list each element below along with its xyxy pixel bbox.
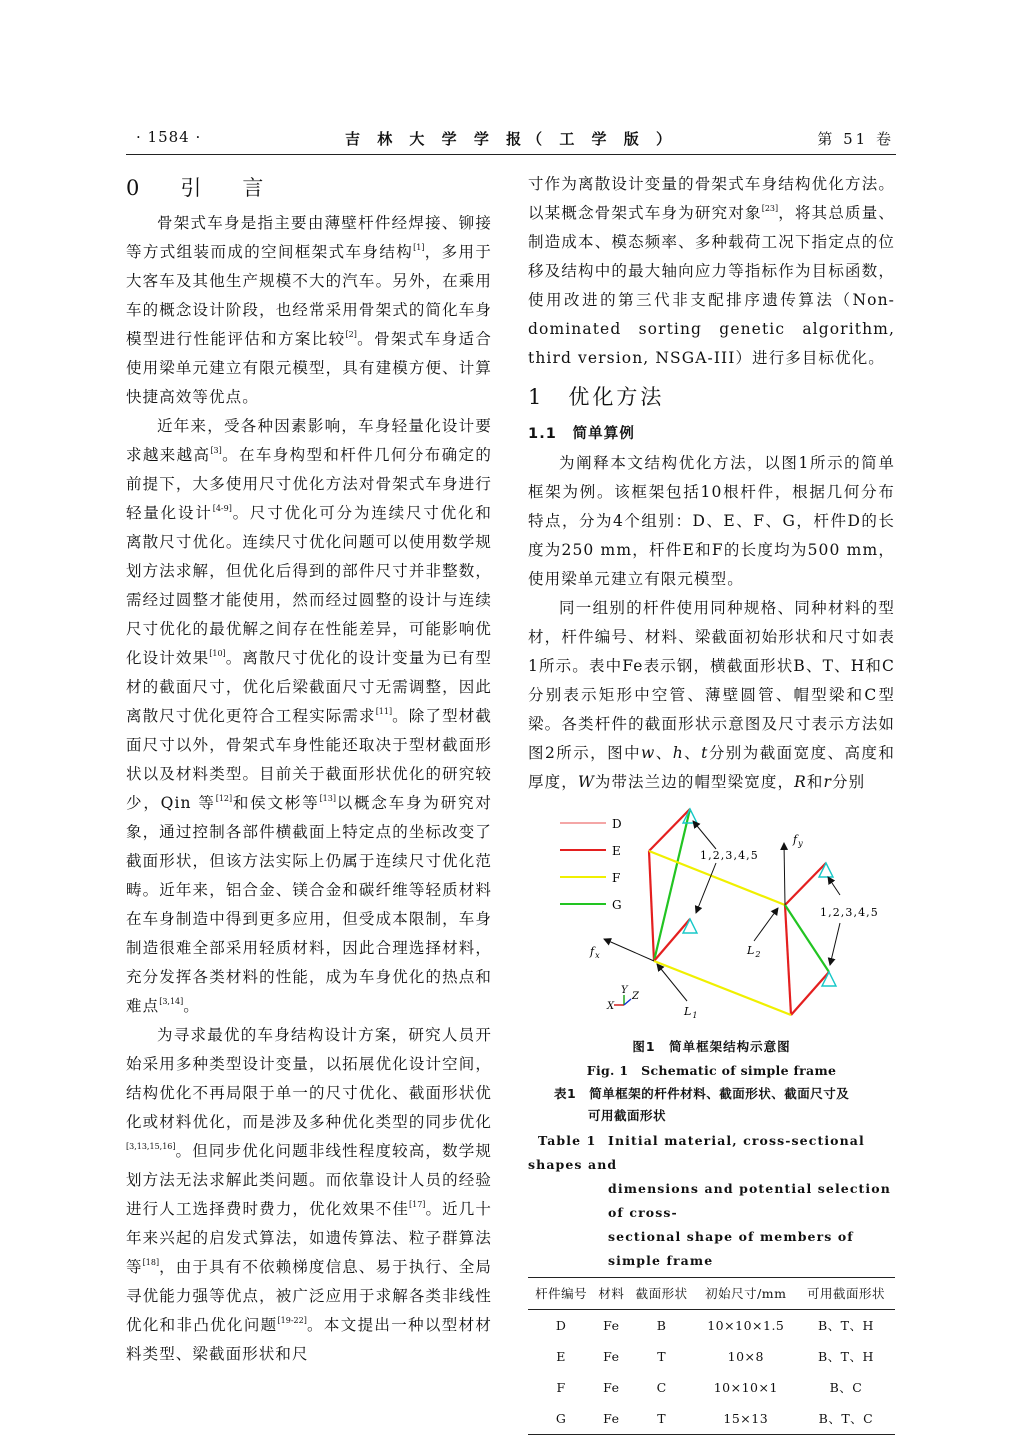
arrow-icon [693, 821, 716, 849]
table-cell: B [656, 1318, 667, 1333]
force-label-fx: $f_x$ [590, 945, 601, 960]
table-cell: Fe [603, 1318, 620, 1333]
table-cell: B、T、H [817, 1349, 874, 1364]
table-cell: 10×10×1 [713, 1380, 778, 1395]
table-cell: D [555, 1318, 567, 1333]
right-column [528, 170, 895, 1435]
legend-label-e: E [612, 844, 622, 858]
subsection-heading: 1.1 简单算例 [528, 426, 635, 442]
force-label-fy: $f_y$ [793, 833, 804, 848]
arrow-icon [830, 923, 840, 965]
member-g [654, 809, 690, 961]
axis-label-y: Y [621, 985, 629, 996]
table-caption-cn: 表1 简单框架的杆件材料、截面形状、截面尺寸及 可用截面形状 [554, 1086, 850, 1123]
frame-diagram [528, 805, 895, 1027]
table-cell: B、C [829, 1380, 863, 1395]
table-cell: Fe [603, 1380, 620, 1395]
member-e [649, 851, 654, 961]
table-cell: F [556, 1380, 566, 1395]
table-row [528, 1310, 895, 1342]
table-members [528, 1277, 895, 1435]
table-header: 杆件编号 [528, 1278, 594, 1310]
page-number: · 1584 · [136, 128, 202, 146]
force-fx-arrow [604, 939, 654, 961]
load-l1-arrow [657, 964, 687, 1001]
paragraph: 为寻求最优的车身结构设计方案，研究人员开始采用多种类型设计变量，以拓展优化设计空间，结构优化不再局限于单一的尺寸优化、截面形状优化或材料优化，而是涉及多种优化类型的同步优化[3,13,15,16]。但同步优化问题非线性程度较高，数学规划方法无法求解此类问题。而依靠设计人员的经验进行人工选择费时费力，优化效果不佳[17]。近几十年来兴起的启发式算法，如遗传算法、粒子群算法等[18]，由于具有不依赖梯度信息、易于执行、全局寻优能力强等优点，被广泛应用于求解各类非线性优化和非凸优化问题[19-22]。本文提出一种以型材材料类型、梁截面形状和尺 [126, 1026, 493, 1363]
table-cell: C [656, 1380, 667, 1395]
bc-label: 1,2,3,4,5 [700, 849, 759, 862]
left-column [126, 170, 492, 1369]
table-cell: 10×10×1.5 [707, 1318, 785, 1333]
table-header: 初始尺寸/mm [695, 1278, 797, 1310]
axis-z-icon [624, 999, 631, 1005]
table-cell: 10×8 [727, 1349, 764, 1364]
figure-simple-frame [528, 805, 895, 1027]
axis-label-x: X [607, 1001, 616, 1012]
paragraph: 同一组别的杆件使用同种规格、同种材料的型材，杆件编号、材料、梁截面初始形状和尺寸如表1所示。表中Fe表示钢，横截面形状B、T、H和C分别表示矩形中空管、薄壁圆管、帽型梁和C型梁。各类杆件的截面形状示意图及尺寸表示方法如图2所示，图中w、h、t分别为截面宽度、高度和厚度，W为带法兰边的帽型梁宽度，R和r分别 [528, 599, 895, 791]
member-e [791, 972, 829, 1015]
member-e [785, 863, 826, 905]
figure-caption-en: Fig. 1 Schematic of simple frame [586, 1063, 837, 1078]
table-cell: Fe [594, 1403, 628, 1435]
table-row [528, 1372, 895, 1403]
table-row [528, 1341, 895, 1372]
load-l2-arrow [754, 908, 778, 941]
member-e [649, 809, 690, 851]
table-cell: T [629, 1403, 695, 1435]
force-fy-arrow [784, 843, 785, 905]
support-triangle-icon [819, 863, 833, 877]
table-cell: B、T、C [797, 1403, 895, 1435]
table-cell: B、T、H [817, 1318, 874, 1333]
table-cell: G [528, 1403, 594, 1435]
member-f [654, 961, 791, 1015]
table-row [528, 1403, 895, 1435]
table-cell: T [657, 1349, 667, 1364]
paragraph: 寸作为离散设计变量的骨架式车身结构优化方法。以某概念骨架式车身为研究对象[23]，将其总质量、制造成本、模态频率、多种载荷工况下指定点的位移及结构中的最大轴向应力等指标作为目标函数，使用改进的第三代非支配排序遗传算法（Non-dominated sorting genetic algorithm, third version, NSGA-III）进行多目标优化。 [528, 175, 895, 367]
bc-label: 1,2,3,4,5 [820, 906, 879, 919]
legend-label-d: D [612, 817, 623, 831]
running-header [126, 124, 896, 155]
table-header: 可用截面形状 [797, 1278, 895, 1310]
member-e [785, 905, 791, 1015]
table-cell: Fe [603, 1349, 620, 1364]
table-caption-en: Table 1 Initial material, cross-sectional shapes and dimensions and potential selection of cross- sectional shape of members of simple frame [528, 1133, 891, 1268]
section-heading-intro: 0 引 言 [126, 176, 274, 200]
paragraph: 骨架式车身是指主要由薄壁杆件经焊接、铆接等方式组装而成的空间框架式车身结构[1]，多用于大客车及其他生产规模不大的汽车。另外，在乘用车的概念设计阶段，也经常采用骨架式的简化车身模型进行性能评估和方案比较[2]。骨架式车身适合使用梁单元建立有限元模型，具有建模方便、计算快捷高效等优点。 [126, 214, 493, 406]
load-label-l1: $L_1$ [684, 1005, 699, 1020]
legend-label-f: F [612, 871, 622, 885]
volume-number: 第 51 卷 [817, 130, 894, 148]
table-header: 截面形状 [629, 1278, 695, 1310]
table-cell: E [556, 1349, 566, 1364]
paragraph: 为阐释本文结构优化方法，以图1所示的简单框架为例。该框架包括10根杆件，根据几何分布特点，分为4个组别：D、E、F、G，杆件D的长度为250 mm，杆件E和F的长度均为500 mm，使用梁单元建立有限元模型。 [528, 454, 895, 588]
load-label-l2: $L_2$ [747, 944, 762, 959]
section-heading-method: 1 优化方法 [528, 385, 665, 409]
figure-caption-cn: 图1 简单框架结构示意图 [632, 1039, 791, 1054]
axis-label-z: Z [632, 991, 641, 1002]
table-cell: 15×13 [695, 1403, 797, 1435]
journal-title: 吉 林 大 学 学 报（ 工 学 版 ） [344, 130, 677, 148]
legend-label-g: G [612, 898, 623, 912]
table-header: 材料 [594, 1278, 628, 1310]
paragraph: 近年来，受各种因素影响，车身轻量化设计要求越来越高[3]。在车身构型和杆件几何分布确定的前提下，大多使用尺寸优化方法对骨架式车身进行轻量化设计[4-9]。尺寸优化可分为连续尺寸优化和离散尺寸优化。连续尺寸优化问题可以使用数学规划方法求解，但优化后得到的部件尺寸并非整数，需经过圆整才能使用，然而经过圆整的设计与连续尺寸优化的最优解之间存在性能差异，可能影响优化设计效果[10]。离散尺寸优化的设计变量为已有型材的截面尺寸，优化后梁截面尺寸无需调整，因此离散尺寸优化更符合工程实际需求[11]。除了型材截面尺寸以外，骨架式车身性能还取决于型材截面形状以及材料类型。目前关于截面形状优化的研究较少，Qin 等[12]和侯文彬等[13]以概念车身为研究对象，通过控制各部件横截面上特定点的坐标改变了截面形状，但该方法实际上仍属于连续尺寸优化范畴。近年来，铝合金、镁合金和碳纤维等轻质材料在车身制造中得到更多应用，但受成本限制，车身制造很难全部采用轻质材料，因此合理选择材料，充分发挥各类材料的性能，成为车身优化的热点和难点[3,14]。 [126, 417, 492, 1015]
arrow-icon [828, 877, 840, 895]
